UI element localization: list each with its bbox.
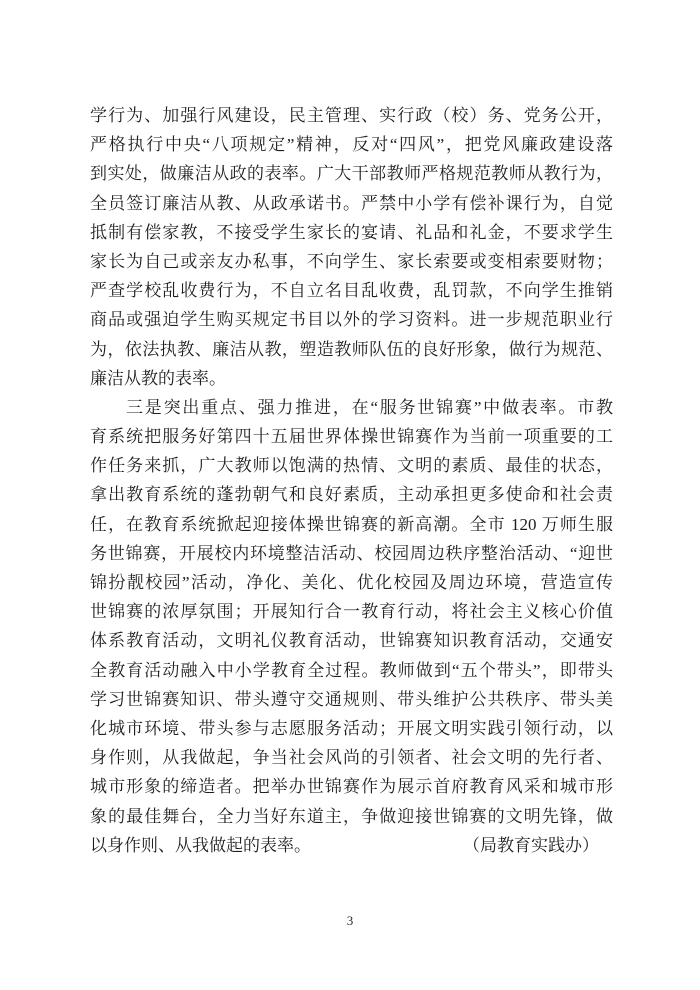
paragraph-last-line: 廉洁从教的表率。 xyxy=(90,368,226,388)
text-line: 为，依法执教、廉洁从教，塑造教师队伍的良好形象，做行为规范、 xyxy=(90,339,613,359)
paragraph-first-line-indented: 三是突出重点、强力推进，在“服务世锦赛”中做表率。市教 xyxy=(126,397,613,417)
paragraph-1 xyxy=(90,101,613,393)
text-line: 育系统把服务好第四十五届世界体操世锦赛作为当前一项重要的工 xyxy=(90,427,613,447)
text-line: 严查学校乱收费行为，不自立名目乱收费，乱罚款，不向学生推销 xyxy=(90,281,613,301)
text-line: 到实处，做廉洁从政的表率。广大干部教师严格规范教师从教行为， xyxy=(90,164,613,184)
text-line: 象的最佳舞台，全力当好东道主，争做迎接世锦赛的文明先锋，做 xyxy=(90,806,613,826)
paragraph-last-line-text: 以身作则、从我做起的表率。 xyxy=(90,835,311,855)
text-line: 学习世锦赛知识、带头遵守交通规则、带头维护公共秩序、带头美 xyxy=(90,689,613,709)
text-line: 严格执行中央“八项规定”精神，反对“四风”，把党风廉政建设落 xyxy=(90,135,613,155)
text-line: 全教育活动融入中小学教育全过程。教师做到“五个带头”，即带头 xyxy=(90,660,613,680)
text-line: 抵制有偿家教，不接受学生家长的宴请、礼品和礼金，不要求学生 xyxy=(90,222,613,242)
text-block xyxy=(90,101,613,860)
text-line: 作任务来抓，广大教师以饱满的热情、文明的素质、最佳的状态， xyxy=(90,456,613,476)
text-line: 家长为自己或亲友办私事，不向学生、家长索要或变相索要财物； xyxy=(90,251,613,271)
signature-line xyxy=(90,831,613,860)
text-line: 身作则，从我做起，争当社会风尚的引领者、社会文明的先行者、 xyxy=(90,748,613,768)
text-line: 务世锦赛，开展校内环境整洁活动、校园周边秩序整治活动、“迎世 xyxy=(90,543,613,563)
text-line: 世锦赛的浓厚氛围；开展知行合一教育行动，将社会主义核心价值 xyxy=(90,602,613,622)
text-line: 拿出教育系统的蓬勃朝气和良好素质，主动承担更多使命和社会责 xyxy=(90,485,613,505)
text-line: 化城市环境、带头参与志愿服务活动；开展文明实践引领行动，以 xyxy=(90,718,613,738)
text-line: 城市形象的缔造者。把举办世锦赛作为展示首府教育风采和城市形 xyxy=(90,777,613,797)
text-line: 体系教育活动，文明礼仪教育活动，世锦赛知识教育活动，交通安 xyxy=(90,631,613,651)
page-number: 3 xyxy=(346,913,354,928)
text-line: 全员签订廉洁从教、从政承诺书。严禁中小学有偿补课行为，自觉 xyxy=(90,193,613,213)
text-line: 商品或强迫学生购买规定书目以外的学习资料。进一步规范职业行 xyxy=(90,310,613,330)
paragraph-2 xyxy=(90,393,613,860)
text-line: 锦扮靓校园”活动，净化、美化、优化校园及周边环境，营造宣传 xyxy=(90,573,613,592)
text-line: 学行为、加强行风建设，民主管理、实行政（校）务、党务公开， xyxy=(90,106,613,125)
attribution-text: （局教育实践办） xyxy=(463,835,599,855)
text-line: 任，在教育系统掀起迎接体操世锦赛的新高潮。全市 120 万师生服 xyxy=(90,514,613,534)
